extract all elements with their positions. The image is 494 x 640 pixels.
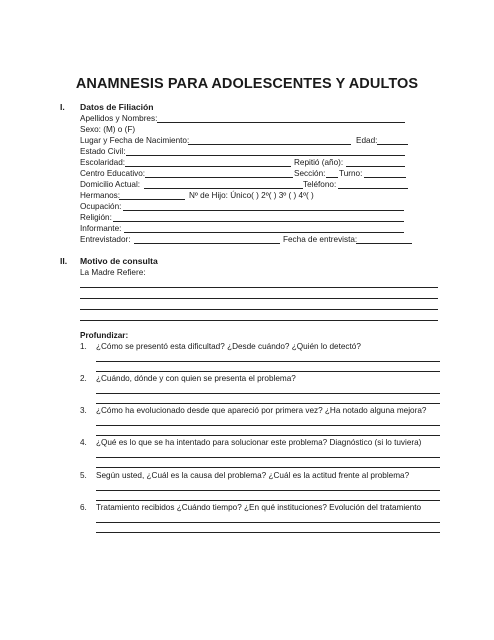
answer-line[interactable] — [96, 361, 440, 362]
answer-line[interactable] — [96, 500, 440, 501]
field-escolaridad[interactable] — [125, 166, 291, 167]
label-madre-refiere: La Madre Refiere: — [80, 268, 146, 277]
label-entrevistador: Entrevistador: — [80, 235, 131, 244]
field-religion[interactable] — [113, 221, 404, 222]
field-hermanos[interactable] — [119, 199, 185, 200]
label-lugar-fecha-nacimiento: Lugar y Fecha de Nacimiento: — [80, 136, 190, 145]
field-apellidos[interactable] — [157, 122, 405, 123]
field-repitio[interactable] — [346, 166, 405, 167]
question-number: 3. — [80, 406, 87, 415]
section-2-heading: Motivo de consulta — [80, 256, 158, 266]
field-estado-civil[interactable] — [126, 155, 405, 156]
question-number: 2. — [80, 374, 87, 383]
section-1-number: I. — [60, 102, 65, 112]
answer-line[interactable] — [96, 457, 440, 458]
label-turno: Turno: — [339, 169, 363, 178]
answer-line[interactable] — [96, 425, 440, 426]
question-number: 4. — [80, 438, 87, 447]
field-telefono[interactable] — [338, 188, 408, 189]
field-motivo-line-4[interactable] — [80, 320, 438, 321]
question-text: ¿Qué es lo que se ha intentado para solucionar este problema? Diagnóstico (si lo tuviera) — [96, 438, 422, 447]
answer-line[interactable] — [96, 522, 440, 523]
field-fecha-entrevista[interactable] — [356, 243, 412, 244]
label-edad: Edad: — [356, 136, 378, 145]
field-seccion[interactable] — [326, 177, 338, 178]
label-domicilio: Domicilio Actual: — [80, 180, 141, 189]
label-profundizar: Profundizar: — [80, 331, 129, 340]
answer-line[interactable] — [96, 435, 440, 436]
answer-line[interactable] — [96, 371, 440, 372]
question-number: 1. — [80, 342, 87, 351]
label-fecha-entrevista: Fecha de entrevista: — [283, 235, 358, 244]
field-ocupacion[interactable] — [123, 210, 404, 211]
question-text: Tratamiento recibidos ¿Cuándo tiempo? ¿En qué instituciones? Evolución del tratamiento — [96, 503, 422, 512]
label-centro-educativo: Centro Educativo: — [80, 169, 146, 178]
label-seccion: Sección: — [294, 169, 326, 178]
page-title: ANAMNESIS PARA ADOLESCENTES Y ADULTOS — [75, 76, 419, 92]
answer-line[interactable] — [96, 490, 440, 491]
answer-line[interactable] — [96, 467, 440, 468]
question-text: ¿Cómo ha evolucionado desde que apareció por primera vez? ¿Ha notado alguna mejora? — [96, 406, 427, 415]
field-motivo-line-1[interactable] — [80, 287, 438, 288]
field-motivo-line-3[interactable] — [80, 309, 438, 310]
label-numero-hijo: Nº de Hijo: Único( ) 2º( ) 3º ( ) 4º( ) — [189, 191, 314, 200]
field-informante[interactable] — [124, 232, 404, 233]
section-2-number: II. — [60, 256, 68, 266]
section-1-heading: Datos de Filiación — [80, 102, 154, 112]
field-turno[interactable] — [364, 177, 406, 178]
field-edad[interactable] — [377, 144, 408, 145]
question-text: ¿Cómo se presentó esta dificultad? ¿Desde cuándo? ¿Quién lo detectó? — [96, 342, 361, 351]
label-informante: Informante: — [80, 224, 122, 233]
field-lugar-fecha-nacimiento[interactable] — [188, 144, 351, 145]
label-telefono: Teléfono: — [303, 180, 337, 189]
answer-line[interactable] — [96, 393, 440, 394]
label-escolaridad: Escolaridad: — [80, 158, 126, 167]
question-text: ¿Cuándo, dónde y con quien se presenta el problema? — [96, 374, 296, 383]
question-text: Según usted, ¿Cuál es la causa del problema? ¿Cuál es la actitud frente al problema? — [96, 471, 410, 480]
field-entrevistador[interactable] — [134, 243, 280, 244]
label-ocupacion: Ocupación: — [80, 202, 122, 211]
label-sexo: Sexo: (M) o (F) — [80, 125, 136, 134]
label-hermanos: Hermanos: — [80, 191, 121, 200]
question-number: 5. — [80, 471, 87, 480]
answer-line[interactable] — [96, 403, 440, 404]
label-estado-civil: Estado Civil: — [80, 147, 126, 156]
field-motivo-line-2[interactable] — [80, 298, 438, 299]
label-religion: Religión: — [80, 213, 112, 222]
question-number: 6. — [80, 503, 87, 512]
answer-line[interactable] — [96, 532, 440, 533]
field-domicilio[interactable] — [144, 188, 303, 189]
label-repitio: Repitió (año): — [294, 158, 344, 167]
label-apellidos: Apellidos y Nombres: — [80, 114, 158, 123]
field-centro-educativo[interactable] — [145, 177, 293, 178]
